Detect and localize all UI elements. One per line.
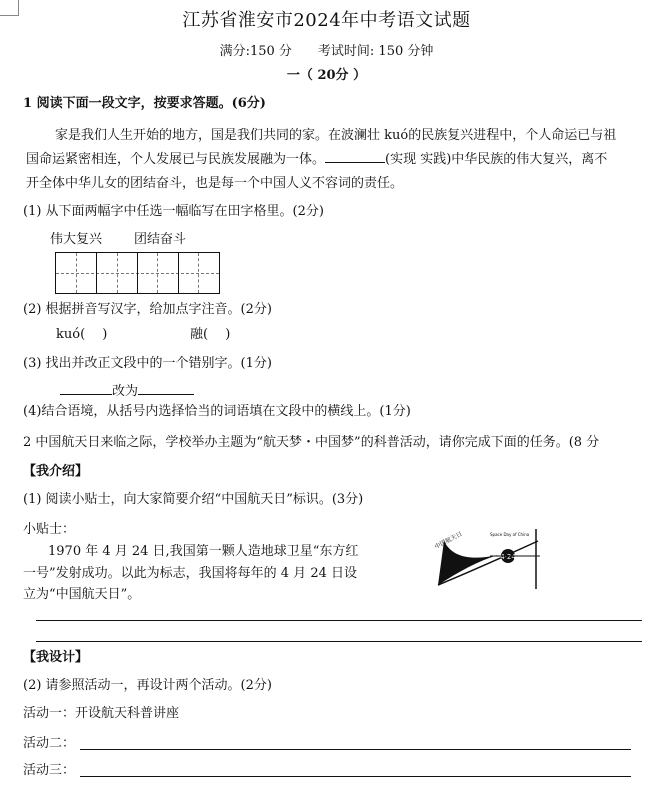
tip-line-1: 1970 年 4 月 24 日,我国第一颗人造地球卫星“东方红 [48,544,359,559]
answer-line-2[interactable] [36,641,642,642]
space-day-logo-icon [430,527,542,595]
grid-dash [117,253,118,293]
fill-blank[interactable] [325,150,385,163]
q1-sub3: (3) 找出并改正文段中的一个错别字。(1分) [23,356,272,371]
q1-sub2: (2) 根据拼音写汉字，给加点字注音。(2分) [23,302,272,317]
q2-sub1: (1) 阅读小贴士，向大家简要介绍“中国航天日”标识。(3分) [23,492,364,507]
grid-dash [76,253,77,293]
pinyin-b: 融( ) [190,327,231,342]
section-design: 【我设计】 [23,650,89,665]
tip-line-2: 一号”发射成功。以此为标志，我国将每年的 4 月 24 日设 [23,566,357,581]
score-time-line: 满分:150 分 考试时间: 150 分钟 [219,44,434,59]
page-title: 江苏省淮安市2024年中考语文试题 [182,10,471,31]
activity-3-label: 活动三： [23,763,76,778]
phrase-a: 伟大复兴 [50,232,103,247]
svg-text:4·24: 4·24 [500,553,516,561]
answer-line-1[interactable] [36,620,642,621]
passage-line-3: 开全体中华儿女的团结奋斗，也是每一个中国人义不容词的责任。 [26,176,404,191]
tianzige-grid[interactable] [55,252,220,294]
grid-cell-divider [178,253,179,293]
passage-line-2 [26,150,607,168]
grid-dash [157,253,158,293]
activity-2-label: 活动二： [23,736,76,751]
grid-cell-divider [137,253,138,293]
grid-cell-divider [96,253,97,293]
activity-2-line[interactable] [80,749,631,750]
q1-heading: 1 阅读下面一段文字，按要求答题。(6分) [23,96,266,111]
q2-sub2: (2) 请参照活动一，再设计两个活动。(2分) [23,678,272,693]
activity-3-line[interactable] [80,776,631,777]
activity-1: 活动一：开设航天科普讲座 [23,706,180,721]
tip-label: 小贴士： [23,522,76,537]
pinyin-a: kuó( ) [56,327,108,342]
tip-line-3: 立为“中国航天日”。 [23,587,141,602]
passage-line-2-start: 国命运紧密相连，个人发展已与民族发展融为一体。 [26,152,326,167]
grid-dash [198,253,199,293]
phrase-b: 团结奋斗 [134,232,187,247]
section-heading: 一（ 20分 ） [286,68,367,83]
q2-heading: 2 中国航天日来临之际，学校举办主题为“航天梦・中国梦”的科普活动，请你完成下面的任务。(8 分 [23,435,600,450]
wrong-char-blank[interactable] [60,382,112,395]
section-intro: 【我介绍】 [23,464,89,479]
correction-line [60,382,194,400]
logo-en: Space Day of China [490,532,530,537]
passage-line-2-end: (实现 实践)中华民族的伟大复兴，离不 [385,152,608,167]
logo-text: 中国航天日 [433,530,464,551]
q1-sub1: (1) 从下面两幅字中任选一幅临写在田字格里。(2分) [23,204,324,219]
correct-to-label: 改为 [112,384,139,399]
right-char-blank[interactable] [138,382,194,395]
passage-line-1: 家是我们人生开始的地方，国是我们共同的家。在波澜壮 kuó的民族复兴进程中，个人命运已与祖 [55,128,617,143]
q1-sub4: (4)结合语境，从括号内选择恰当的词语填在文段中的横线上。(1分) [23,404,411,419]
